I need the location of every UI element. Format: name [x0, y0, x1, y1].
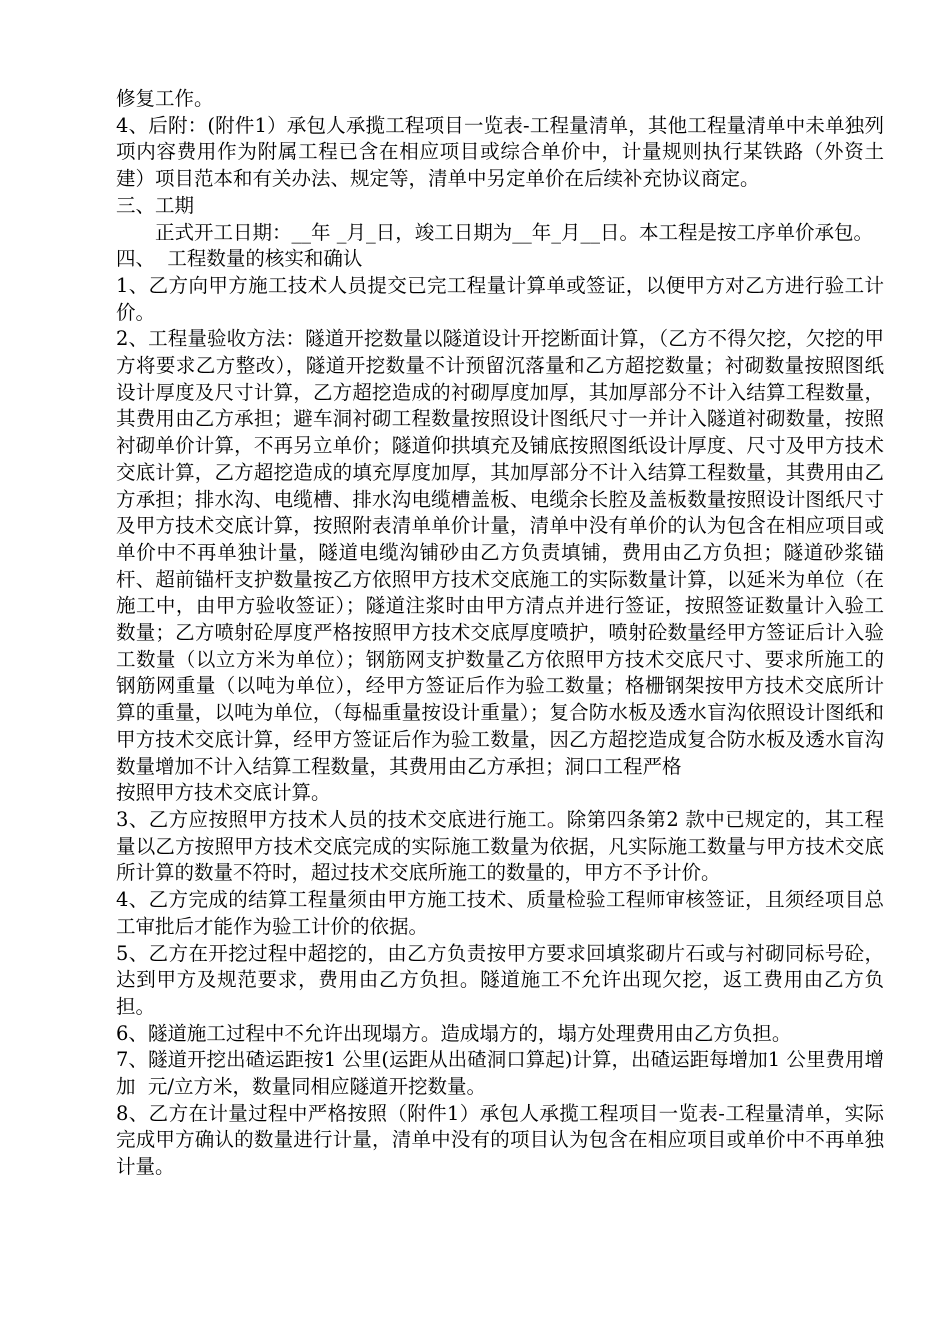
paragraph-start-dates: 正式开工日期：__年 _月_日，竣工日期为__年_月__日。本工程是按工序单价承包。 — [155, 220, 873, 244]
paragraph-clause-2-end: 按照甲方技术交底计算。 — [116, 781, 331, 805]
section-heading-quantity-verification: 四、 工程数量的核实和确认 — [116, 247, 363, 271]
paragraph-repair-work: 修复工作。 — [116, 87, 214, 110]
paragraph-clause-4: 4、乙方完成的结算工程量须由甲方施工技术、质量检验工程师审核签证，且须经项目总工审批后才能作为验工计价的依据。 — [116, 888, 884, 938]
document-page — [116, 86, 884, 1181]
paragraph-clause-5: 5、乙方在开挖过程中超挖的，由乙方负责按甲方要求回填浆砌片石或与衬砌同标号砼，达到甲方及规范要求，费用由乙方负担。隧道施工不允许出现欠挖，返工费用由乙方负担。 — [116, 941, 884, 1018]
paragraph-attachment-note: 4、后附：(附件1）承包人承揽工程项目一览表-工程量清单，其他工程量清单中未单独列项内容费用作为附属工程已含在相应项目或综合单价中，计量规则执行某铁路（外资土建）项目范本和有关办法、规定等，清单中另定单价在后续补充协议商定。 — [116, 113, 884, 191]
paragraph-clause-6: 6、隧道施工过程中不允许出现塌方。造成塌方的，塌方处理费用由乙方负担。 — [116, 1021, 792, 1045]
paragraph-clause-7: 7、隧道开挖出碴运距按1 公里(运距从出碴洞口算起)计算，出碴运距每增加1 公里费用增加 元/立方米，数量同相应隧道开挖数量。 — [116, 1048, 884, 1099]
section-heading-schedule: 三、工期 — [116, 193, 195, 217]
paragraph-clause-8: 8、乙方在计量过程中严格按照（附件1）承包人承揽工程项目一览表-工程量清单，实际完成甲方确认的数量进行计量，清单中没有的项目认为包含在相应项目或单价中不再单独计量。 — [116, 1101, 884, 1179]
paragraph-clause-2: 2、工程量验收方法：隧道开挖数量以隧道设计开挖断面计算，（乙方不得欠挖，欠挖的甲方将要求乙方整改），隧道开挖数量不计预留沉落量和乙方超挖数量；衬砌数量按照图纸设计厚度及尺寸计算，乙方超挖造成的衬砌厚度加厚，其加厚部分不计入结算工程数量，其费用由乙方承担；避车洞衬砌工程数量按照设计图纸尺寸一并计入隧道衬砌数量，按照衬砌单价计算，不再另立单价；隧道仰拱填充及铺底按照图纸设计厚度、尺寸及甲方技术交底计算，乙方超挖造成的填充厚度加厚，其加厚部分不计入结算工程数量，其费用由乙方承担；排水沟、电缆槽、排水沟电缆槽盖板、电缆余长腔及盖板数量按照设计图纸尺寸及甲方技术交底计算，按照附表清单单价计量，清单中没有单价的认为包含在相应项目或单价中不再单独计量，隧道电缆沟铺砂由乙方负责填铺，费用由乙方负担；隧道砂浆锚杆、超前锚杆支护数量按乙方依照甲方技术交底施工的实际数量计算，以延米为单位（在施工中，由甲方验收签证）；隧道注浆时由甲方清点并进行签证，按照签证数量计入验工数量；乙方喷射砼厚度严格按照甲方技术交底厚度喷护，喷射砼数量经甲方签证后计入验工数量（以立方米为单位）；钢筋网支护数量乙方依照甲方技术交底尺寸、要求所施工的钢筋网重量（以吨为单位），经甲方签证后作为验工数量；格栅钢架按甲方技术交底所计算的重量，以吨为单位，（每榀重量按设计重量）；复合防水板及透水盲沟依照设计图纸和甲方技术交底计算，经甲方签证后作为验工数量，因乙方超挖造成复合防水板及透水盲沟数量增加不计入结算工程数量，其费用由乙方承担；洞口工程严格 — [116, 327, 884, 778]
paragraph-clause-3: 3、乙方应按照甲方技术人员的技术交底进行施工。除第四条第2 款中已规定的，其工程量以乙方按照甲方技术交底完成的实际施工数量为依据，凡实际施工数量与甲方技术交底所计算的数量不符时，超过技术交底所施工的数量的，甲方不予计价。 — [116, 807, 884, 885]
paragraph-clause-1: 1、乙方向甲方施工技术人员提交已完工程量计算单或签证，以便甲方对乙方进行验工计价。 — [116, 273, 884, 324]
